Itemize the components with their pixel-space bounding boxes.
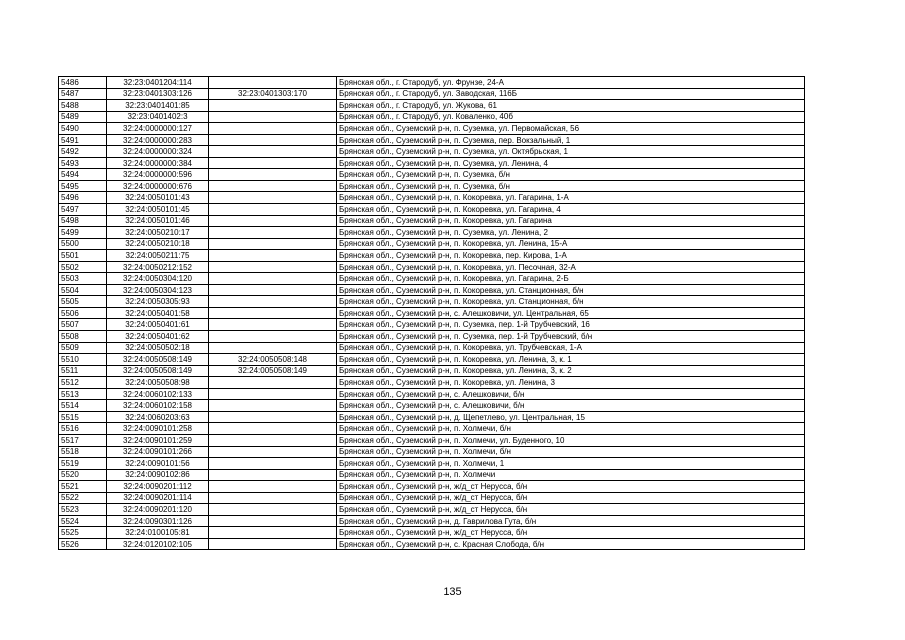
row-number-cell: 5512 (59, 377, 107, 389)
row-number-cell: 5509 (59, 342, 107, 354)
table-row (59, 146, 805, 158)
linked-cadastral-number-cell (209, 261, 337, 273)
linked-cadastral-number-cell (209, 273, 337, 285)
property-table (58, 76, 805, 550)
cadastral-number-cell: 32:24:0050508:149 (107, 365, 209, 377)
cadastral-number-cell: 32:23:0401401:85 (107, 100, 209, 112)
table-row (59, 238, 805, 250)
linked-cadastral-number-cell (209, 388, 337, 400)
row-number-cell: 5510 (59, 354, 107, 366)
address-cell: Брянская обл., Суземский р-н, д. Гаврилова Гута, б/н (337, 515, 805, 527)
table-row (59, 169, 805, 181)
table-row (59, 458, 805, 470)
row-number-cell: 5493 (59, 157, 107, 169)
linked-cadastral-number-cell (209, 250, 337, 262)
table-row (59, 88, 805, 100)
linked-cadastral-number-cell (209, 446, 337, 458)
cadastral-number-cell: 32:24:0090101:258 (107, 423, 209, 435)
cadastral-number-cell: 32:24:0050502:18 (107, 342, 209, 354)
row-number-cell: 5523 (59, 504, 107, 516)
address-cell: Брянская обл., Суземский р-н, п. Суземка, ул. Октябрьская, 1 (337, 146, 805, 158)
table-row (59, 111, 805, 123)
row-number-cell: 5508 (59, 331, 107, 343)
address-cell: Брянская обл., Суземский р-н, п. Кокоревка, пер. Кирова, 1-А (337, 250, 805, 262)
address-cell: Брянская обл., Суземский р-н, п. Суземка, б/н (337, 180, 805, 192)
cadastral-number-cell: 32:23:0401303:126 (107, 88, 209, 100)
address-cell: Брянская обл., Суземский р-н, с. Алешковичи, б/н (337, 400, 805, 412)
row-number-cell: 5517 (59, 434, 107, 446)
cadastral-number-cell: 32:24:0090201:112 (107, 481, 209, 493)
row-number-cell: 5492 (59, 146, 107, 158)
linked-cadastral-number-cell (209, 238, 337, 250)
address-cell: Брянская обл., Суземский р-н, п. Кокоревка, ул. Ленина, 3, к. 1 (337, 354, 805, 366)
table-row (59, 319, 805, 331)
cadastral-number-cell: 32:23:0401204:114 (107, 77, 209, 89)
table-row (59, 180, 805, 192)
row-number-cell: 5497 (59, 204, 107, 216)
row-number-cell: 5516 (59, 423, 107, 435)
address-cell: Брянская обл., Суземский р-н, п. Кокоревка, ул. Ленина, 3, к. 2 (337, 365, 805, 377)
cadastral-number-cell: 32:24:0090101:266 (107, 446, 209, 458)
linked-cadastral-number-cell (209, 296, 337, 308)
cadastral-number-cell: 32:24:0000000:384 (107, 157, 209, 169)
linked-cadastral-number-cell (209, 227, 337, 239)
cadastral-number-cell: 32:24:0050508:98 (107, 377, 209, 389)
address-cell: Брянская обл., г. Стародуб, ул. Фрунзе, 24-А (337, 77, 805, 89)
table-row (59, 388, 805, 400)
cadastral-number-cell: 32:24:0100105:81 (107, 527, 209, 539)
row-number-cell: 5521 (59, 481, 107, 493)
linked-cadastral-number-cell (209, 527, 337, 539)
linked-cadastral-number-cell (209, 492, 337, 504)
table-row (59, 273, 805, 285)
row-number-cell: 5518 (59, 446, 107, 458)
row-number-cell: 5504 (59, 284, 107, 296)
row-number-cell: 5490 (59, 123, 107, 135)
row-number-cell: 5495 (59, 180, 107, 192)
cadastral-number-cell: 32:24:0090201:120 (107, 504, 209, 516)
cadastral-number-cell: 32:24:0000000:127 (107, 123, 209, 135)
linked-cadastral-number-cell (209, 180, 337, 192)
row-number-cell: 5487 (59, 88, 107, 100)
table-row (59, 469, 805, 481)
table-row (59, 423, 805, 435)
linked-cadastral-number-cell (209, 146, 337, 158)
linked-cadastral-number-cell (209, 215, 337, 227)
cadastral-number-cell: 32:24:0060102:133 (107, 388, 209, 400)
table-row (59, 365, 805, 377)
table-row (59, 123, 805, 135)
cadastral-number-cell: 32:24:0050304:123 (107, 284, 209, 296)
table-row (59, 284, 805, 296)
address-cell: Брянская обл., Суземский р-н, п. Кокоревка, ул. Гагарина, 2-Б (337, 273, 805, 285)
address-cell: Брянская обл., Суземский р-н, п. Суземка, пер. Вокзальный, 1 (337, 134, 805, 146)
table-row (59, 538, 805, 550)
linked-cadastral-number-cell (209, 169, 337, 181)
table-row (59, 354, 805, 366)
address-cell: Брянская обл., Суземский р-н, с. Красная Слобода, б/н (337, 538, 805, 550)
table-row (59, 492, 805, 504)
linked-cadastral-number-cell: 32:24:0050508:148 (209, 354, 337, 366)
linked-cadastral-number-cell (209, 204, 337, 216)
cadastral-number-cell: 32:24:0090101:56 (107, 458, 209, 470)
table-row (59, 157, 805, 169)
cadastral-number-cell: 32:24:0000000:596 (107, 169, 209, 181)
row-number-cell: 5525 (59, 527, 107, 539)
linked-cadastral-number-cell (209, 307, 337, 319)
linked-cadastral-number-cell: 32:24:0050508:149 (209, 365, 337, 377)
address-cell: Брянская обл., Суземский р-н, с. Алешковичи, б/н (337, 388, 805, 400)
cadastral-number-cell: 32:24:0060203:63 (107, 411, 209, 423)
address-cell: Брянская обл., Суземский р-н, п. Суземка, ул. Первомайская, 56 (337, 123, 805, 135)
address-cell: Брянская обл., Суземский р-н, п. Кокоревка, ул. Станционная, б/н (337, 284, 805, 296)
address-cell: Брянская обл., Суземский р-н, с. Алешковичи, ул. Центральная, 65 (337, 307, 805, 319)
cadastral-number-cell: 32:24:0050401:61 (107, 319, 209, 331)
cadastral-number-cell: 32:24:0000000:324 (107, 146, 209, 158)
row-number-cell: 5491 (59, 134, 107, 146)
table-row (59, 400, 805, 412)
address-cell: Брянская обл., Суземский р-н, п. Кокоревка, ул. Трубчевская, 1-А (337, 342, 805, 354)
table-row (59, 100, 805, 112)
cadastral-number-cell: 32:23:0401402:3 (107, 111, 209, 123)
linked-cadastral-number-cell (209, 377, 337, 389)
table-row (59, 481, 805, 493)
row-number-cell: 5489 (59, 111, 107, 123)
linked-cadastral-number-cell (209, 423, 337, 435)
address-cell: Брянская обл., Суземский р-н, п. Кокоревка, ул. Гагарина, 4 (337, 204, 805, 216)
address-cell: Брянская обл., Суземский р-н, п. Холмечи, ул. Буденного, 10 (337, 434, 805, 446)
linked-cadastral-number-cell (209, 123, 337, 135)
linked-cadastral-number-cell (209, 342, 337, 354)
table-row (59, 515, 805, 527)
row-number-cell: 5520 (59, 469, 107, 481)
address-cell: Брянская обл., Суземский р-н, п. Суземка, б/н (337, 169, 805, 181)
table-row (59, 261, 805, 273)
row-number-cell: 5488 (59, 100, 107, 112)
linked-cadastral-number-cell (209, 504, 337, 516)
table-row (59, 192, 805, 204)
row-number-cell: 5513 (59, 388, 107, 400)
table-row (59, 296, 805, 308)
row-number-cell: 5503 (59, 273, 107, 285)
table-row (59, 411, 805, 423)
linked-cadastral-number-cell (209, 77, 337, 89)
cadastral-number-cell: 32:24:0090102:86 (107, 469, 209, 481)
table-row (59, 204, 805, 216)
row-number-cell: 5506 (59, 307, 107, 319)
table-body (59, 77, 805, 550)
row-number-cell: 5522 (59, 492, 107, 504)
row-number-cell: 5501 (59, 250, 107, 262)
cadastral-number-cell: 32:24:0050212:152 (107, 261, 209, 273)
address-cell: Брянская обл., Суземский р-н, п. Кокоревка, ул. Ленина, 15-А (337, 238, 805, 250)
cadastral-number-cell: 32:24:0050304:120 (107, 273, 209, 285)
address-cell: Брянская обл., г. Стародуб, ул. Заводская, 116Б (337, 88, 805, 100)
address-cell: Брянская обл., Суземский р-н, ж/д_ст Нерусса, б/н (337, 527, 805, 539)
table-row (59, 77, 805, 89)
linked-cadastral-number-cell (209, 111, 337, 123)
cadastral-number-cell: 32:24:0050508:149 (107, 354, 209, 366)
row-number-cell: 5524 (59, 515, 107, 527)
row-number-cell: 5515 (59, 411, 107, 423)
linked-cadastral-number-cell (209, 319, 337, 331)
table-row (59, 227, 805, 239)
address-cell: Брянская обл., Суземский р-н, ж/д_ст Нерусса, б/н (337, 481, 805, 493)
cadastral-number-cell: 32:24:0090301:126 (107, 515, 209, 527)
table-row (59, 504, 805, 516)
table-row (59, 331, 805, 343)
cadastral-number-cell: 32:24:0120102:105 (107, 538, 209, 550)
cadastral-number-cell: 32:24:0050211:75 (107, 250, 209, 262)
address-cell: Брянская обл., Суземский р-н, ж/д_ст Нерусса, б/н (337, 504, 805, 516)
row-number-cell: 5505 (59, 296, 107, 308)
linked-cadastral-number-cell (209, 284, 337, 296)
row-number-cell: 5500 (59, 238, 107, 250)
cadastral-number-cell: 32:24:0050210:18 (107, 238, 209, 250)
cadastral-number-cell: 32:24:0050210:17 (107, 227, 209, 239)
linked-cadastral-number-cell (209, 157, 337, 169)
address-cell: Брянская обл., Суземский р-н, п. Кокоревка, ул. Песочная, 32-А (337, 261, 805, 273)
linked-cadastral-number-cell (209, 411, 337, 423)
linked-cadastral-number-cell (209, 458, 337, 470)
linked-cadastral-number-cell (209, 434, 337, 446)
table-row (59, 250, 805, 262)
page-number: 135 (443, 586, 462, 598)
cadastral-number-cell: 32:24:0050101:43 (107, 192, 209, 204)
cadastral-number-cell: 32:24:0090201:114 (107, 492, 209, 504)
address-cell: Брянская обл., Суземский р-н, п. Холмечи, б/н (337, 446, 805, 458)
table-row (59, 134, 805, 146)
table-row (59, 377, 805, 389)
table-row (59, 342, 805, 354)
address-cell: Брянская обл., Суземский р-н, п. Кокоревка, ул. Гагарина, 1-А (337, 192, 805, 204)
address-cell: Брянская обл., Суземский р-н, д. Щепетлево, ул. Центральная, 15 (337, 411, 805, 423)
row-number-cell: 5496 (59, 192, 107, 204)
linked-cadastral-number-cell (209, 192, 337, 204)
cadastral-number-cell: 32:24:0050305:93 (107, 296, 209, 308)
address-cell: Брянская обл., Суземский р-н, п. Суземка, ул. Ленина, 2 (337, 227, 805, 239)
cadastral-number-cell: 32:24:0050401:58 (107, 307, 209, 319)
row-number-cell: 5498 (59, 215, 107, 227)
table-row (59, 434, 805, 446)
row-number-cell: 5499 (59, 227, 107, 239)
cadastral-number-cell: 32:24:0090101:259 (107, 434, 209, 446)
table-row (59, 307, 805, 319)
address-cell: Брянская обл., Суземский р-н, п. Кокоревка, ул. Гагарина (337, 215, 805, 227)
address-cell: Брянская обл., Суземский р-н, п. Кокоревка, ул. Ленина, 3 (337, 377, 805, 389)
address-cell: Брянская обл., Суземский р-н, п. Кокоревка, ул. Станционная, б/н (337, 296, 805, 308)
address-cell: Брянская обл., Суземский р-н, п. Суземка, ул. Ленина, 4 (337, 157, 805, 169)
linked-cadastral-number-cell: 32:23:0401303:170 (209, 88, 337, 100)
row-number-cell: 5494 (59, 169, 107, 181)
cadastral-number-cell: 32:24:0000000:283 (107, 134, 209, 146)
address-cell: Брянская обл., г. Стародуб, ул. Жукова, 61 (337, 100, 805, 112)
address-cell: Брянская обл., Суземский р-н, ж/д_ст Нерусса, б/н (337, 492, 805, 504)
linked-cadastral-number-cell (209, 469, 337, 481)
row-number-cell: 5502 (59, 261, 107, 273)
address-cell: Брянская обл., Суземский р-н, п. Холмечи, б/н (337, 423, 805, 435)
row-number-cell: 5486 (59, 77, 107, 89)
address-cell: Брянская обл., Суземский р-н, п. Холмечи (337, 469, 805, 481)
row-number-cell: 5511 (59, 365, 107, 377)
row-number-cell: 5507 (59, 319, 107, 331)
linked-cadastral-number-cell (209, 400, 337, 412)
linked-cadastral-number-cell (209, 100, 337, 112)
address-cell: Брянская обл., г. Стародуб, ул. Коваленко, 40б (337, 111, 805, 123)
address-cell: Брянская обл., Суземский р-н, п. Суземка, пер. 1-й Трубчевский, б/н (337, 331, 805, 343)
address-cell: Брянская обл., Суземский р-н, п. Холмечи, 1 (337, 458, 805, 470)
linked-cadastral-number-cell (209, 515, 337, 527)
cadastral-number-cell: 32:24:0000000:676 (107, 180, 209, 192)
table-row (59, 527, 805, 539)
cadastral-number-cell: 32:24:0060102:158 (107, 400, 209, 412)
cadastral-number-cell: 32:24:0050101:46 (107, 215, 209, 227)
linked-cadastral-number-cell (209, 481, 337, 493)
row-number-cell: 5526 (59, 538, 107, 550)
table-row (59, 215, 805, 227)
cadastral-number-cell: 32:24:0050101:45 (107, 204, 209, 216)
row-number-cell: 5514 (59, 400, 107, 412)
linked-cadastral-number-cell (209, 134, 337, 146)
linked-cadastral-number-cell (209, 331, 337, 343)
cadastral-number-cell: 32:24:0050401:62 (107, 331, 209, 343)
linked-cadastral-number-cell (209, 538, 337, 550)
address-cell: Брянская обл., Суземский р-н, п. Суземка, пер. 1-й Трубчевский, 16 (337, 319, 805, 331)
row-number-cell: 5519 (59, 458, 107, 470)
table-row (59, 446, 805, 458)
